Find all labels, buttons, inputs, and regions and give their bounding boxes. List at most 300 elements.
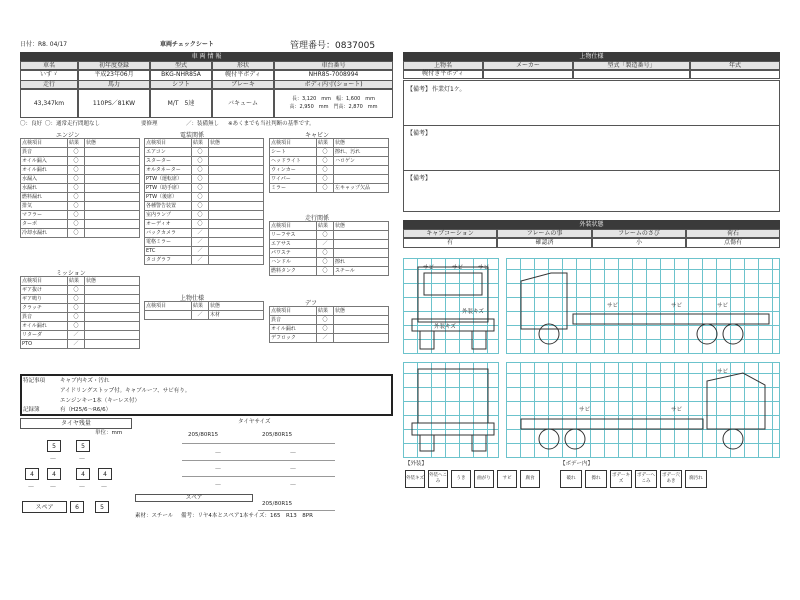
legend-ext-label: 【外装】 [405, 461, 428, 467]
engine-cell-1-0: オイル漏入 [21, 157, 68, 166]
diff-title: デフ [305, 300, 318, 307]
running-table [269, 221, 389, 276]
engine-cell-0-0: 異音 [21, 148, 68, 157]
running-col-0: 点検項目 [270, 222, 317, 231]
engine-cell-5-1: 〇 [68, 193, 85, 202]
notes-line-3: エンジンキー1本（キーレス付） [60, 398, 140, 404]
mission-cell-6-1: ／ [68, 340, 85, 349]
mission-cell-3-2 [85, 313, 140, 322]
diff-col-2: 状態 [334, 307, 389, 316]
table-row [145, 220, 264, 229]
tread-dash-5: — [79, 483, 85, 490]
cargo-cell-0-2: 木材 [209, 311, 264, 320]
size-dash-1: — [215, 449, 221, 456]
electrical-cell-11-1: ／ [192, 247, 209, 256]
size-line-6 [258, 476, 335, 477]
engine-cell-5-0: 燃料漏れ [21, 193, 68, 202]
diff-table [269, 306, 389, 343]
upper-remarks [403, 80, 780, 212]
table-row [21, 340, 140, 349]
table-row [145, 247, 264, 256]
label-power: 馬力 [78, 80, 150, 90]
tread-rear-4: 4 [98, 468, 112, 480]
notes-line-1: キャブ内キズ・汚れ [60, 378, 110, 384]
diff-cell-1-1: 〇 [317, 325, 334, 334]
tread-dash-4: — [50, 483, 56, 490]
ext-col-3: フレームのさび [592, 229, 686, 239]
legend-normal: 〇：通常走行問題なし [45, 121, 101, 127]
label-model: 型式 [150, 61, 212, 71]
value-car-name: いすゞ [20, 69, 78, 81]
legend-body-tear: 破れ [560, 470, 582, 488]
date: 日付：R8. 04/17 [20, 41, 68, 48]
value-shift: M/T 5速 [150, 88, 212, 118]
electrical-cell-9-0: バックカメラ [145, 229, 192, 238]
truck-side-icon [507, 259, 781, 355]
table-row [145, 148, 264, 157]
size-dash-4: — [290, 465, 296, 472]
engine-cell-1-1: 〇 [68, 157, 85, 166]
cabin-cell-2-1: 〇 [317, 166, 334, 175]
legend-body-rub: 擦れ [585, 470, 607, 488]
electrical-cell-2-1: 〇 [192, 166, 209, 175]
sheet-title: 車両チェックシート [160, 41, 214, 48]
engine-cell-2-2 [85, 166, 140, 175]
electrical-cell-0-2 [209, 148, 264, 157]
size-line-1 [182, 443, 259, 444]
mission-header-row [21, 277, 140, 286]
electrical-header-row [145, 139, 264, 148]
tread-front-right: 5 [76, 440, 90, 452]
size-dash-2: — [290, 449, 296, 456]
legend-body-items [560, 470, 707, 488]
running-cell-1-1: ／ [317, 240, 334, 249]
engine-cell-3-0: 水漏入 [21, 175, 68, 184]
electrical-cell-8-0: オーディオ [145, 220, 192, 229]
cabin-table [269, 138, 389, 193]
legend-ext-items [405, 470, 540, 488]
size-line-4 [258, 460, 335, 461]
truck-front-icon [404, 259, 500, 355]
ext-value-2: 確認済 [497, 237, 592, 248]
upper-col-maker: メーカー [483, 61, 573, 71]
electrical-cell-9-1: ／ [192, 229, 209, 238]
engine-cell-0-1: 〇 [68, 148, 85, 157]
electrical-cell-0-1: 〇 [192, 148, 209, 157]
cargo-cell-0-1: ／ [192, 311, 209, 320]
electrical-cell-2-0: オルタネーター [145, 166, 192, 175]
diagram-front [403, 258, 499, 354]
table-row [270, 240, 389, 249]
diagram-side-2 [506, 362, 780, 458]
electrical-cell-9-2 [209, 229, 264, 238]
upper-col-model: 型式「製造番号」 [573, 61, 690, 71]
dims-line-1: 長：3,120 mm 幅：1,600 mm [291, 96, 376, 102]
electrical-cell-5-2 [209, 193, 264, 202]
engine-cell-4-0: 水漏れ [21, 184, 68, 193]
diff-cell-2-0: デフロック [270, 334, 317, 343]
engine-cell-4-1: 〇 [68, 184, 85, 193]
cabin-cell-0-2: 擦れ、汚れ [334, 148, 389, 157]
table-row [270, 325, 389, 334]
table-row [145, 157, 264, 166]
electrical-col-0: 点検項目 [145, 139, 192, 148]
table-row [145, 166, 264, 175]
tread-dash-3: — [28, 483, 34, 490]
tyre-size-spare: 205/80R15 [262, 501, 293, 507]
electrical-table [144, 138, 264, 265]
size-line-3 [182, 460, 259, 461]
electrical-cell-6-1: 〇 [192, 202, 209, 211]
running-cell-3-1: 〇 [317, 258, 334, 267]
electrical-cell-5-1: 〇 [192, 193, 209, 202]
cargo-col-1: 結果 [192, 302, 209, 311]
exterior-values [403, 237, 780, 248]
diff-cell-0-1: 〇 [317, 316, 334, 325]
electrical-cell-12-2 [209, 256, 264, 265]
engine-cell-6-0: 排気 [21, 202, 68, 211]
table-row [21, 211, 140, 220]
tyre-size-front-left: 205/80R15 [188, 432, 219, 438]
electrical-cell-10-0: 電格ミラー [145, 238, 192, 247]
remark-label-2: 【備考】 [407, 130, 432, 137]
notes-label: 特記事項 [23, 378, 46, 384]
ext-col-1: キャブコーション [403, 229, 497, 239]
tread-dash-2: — [79, 455, 85, 462]
mission-cell-0-1: 〇 [68, 286, 85, 295]
vehicle-info-row2-values [20, 88, 393, 118]
legend-body-dent: ボデーへこみ [635, 470, 657, 488]
table-row [21, 148, 140, 157]
mission-cell-1-2 [85, 295, 140, 304]
scratch-mark-1: 外装キズ [434, 324, 456, 330]
label-car-name: 車名 [20, 61, 78, 71]
table-row [21, 193, 140, 202]
upper-spec-row [403, 69, 780, 79]
cabin-cell-3-2 [334, 175, 389, 184]
legend-body-dirt: 腐汚れ [685, 470, 707, 488]
tread-front-left: 5 [47, 440, 61, 452]
legend-ext-bent: 曲がり [474, 470, 494, 488]
cabin-col-0: 点検項目 [270, 139, 317, 148]
running-cell-3-2: 擦れ [334, 258, 389, 267]
diff-cell-0-2 [334, 316, 389, 325]
running-cell-4-0: 燃料タンク [270, 267, 317, 276]
tread-rear-2: 4 [47, 468, 61, 480]
cabin-cell-2-2 [334, 166, 389, 175]
ext-value-4: 点傷有 [686, 237, 780, 248]
table-row [270, 316, 389, 325]
running-cell-4-2: スチール [334, 267, 389, 276]
legend-body-hole: ボデー穴あき [660, 470, 682, 488]
running-cell-3-0: ハンドル [270, 258, 317, 267]
table-row [21, 220, 140, 229]
wheel-material: 素材：スチール [135, 513, 174, 519]
legend-body-scratch: ボデーキズ [610, 470, 632, 488]
cabin-col-2: 状態 [334, 139, 389, 148]
electrical-cell-3-2 [209, 175, 264, 184]
mission-col-1: 結果 [68, 277, 85, 286]
table-row [21, 175, 140, 184]
mission-table [20, 276, 140, 349]
electrical-cell-4-0: PTW（助手席） [145, 184, 192, 193]
ext-col-2: フレームの事 [497, 229, 592, 239]
electrical-cell-4-1: 〇 [192, 184, 209, 193]
mission-cell-2-1: 〇 [68, 304, 85, 313]
running-cell-0-0: リーフサス [270, 231, 317, 240]
electrical-cell-4-2 [209, 184, 264, 193]
table-row [145, 193, 264, 202]
table-row [21, 322, 140, 331]
running-cell-2-2 [334, 249, 389, 258]
truck-rear-icon [404, 363, 500, 459]
cabin-cell-2-0: ウィンカー [270, 166, 317, 175]
table-row [21, 229, 140, 238]
cabin-header-row [270, 139, 389, 148]
engine-header-row [21, 139, 140, 148]
table-row [21, 295, 140, 304]
cabin-col-1: 結果 [317, 139, 334, 148]
table-row [270, 231, 389, 240]
tyre-tread-title: タイヤ残量 [20, 418, 132, 429]
running-title: 走行関係 [305, 215, 330, 222]
mission-cell-5-1: ／ [68, 331, 85, 340]
mission-cell-6-0: PTO [21, 340, 68, 349]
tread-dash-1: — [50, 455, 56, 462]
running-header-row [270, 222, 389, 231]
label-shape: 形状 [212, 61, 274, 71]
tread-dash-6: — [101, 483, 107, 490]
cargo-table [144, 301, 264, 320]
electrical-col-1: 結果 [192, 139, 209, 148]
cabin-cell-0-1: 〇 [317, 148, 334, 157]
size-line-5 [182, 476, 259, 477]
mission-cell-1-1: 〇 [68, 295, 85, 304]
ext-col-4: 荷石 [686, 229, 780, 239]
cabin-cell-3-0: ワイパー [270, 175, 317, 184]
legend-caution: 要修理 [141, 121, 158, 127]
engine-cell-3-1: 〇 [68, 175, 85, 184]
engine-cell-5-2 [85, 193, 140, 202]
engine-title: エンジン [56, 132, 80, 139]
mission-cell-1-0: ギア鳴り [21, 295, 68, 304]
engine-cell-9-1: 〇 [68, 229, 85, 238]
electrical-cell-1-2 [209, 157, 264, 166]
cabin-cell-4-1: 〇 [317, 184, 334, 193]
mission-cell-4-2 [85, 322, 140, 331]
rust-mark-9: サビ [671, 407, 683, 413]
cabin-cell-3-1: 〇 [317, 175, 334, 184]
electrical-cell-7-0: 室内ランプ [145, 211, 192, 220]
label-chassis: 車台番号 [274, 61, 393, 71]
legend-ext-dent: 外装へこみ [428, 470, 448, 488]
remark-label-3: 【備考】 [407, 175, 432, 182]
engine-cell-2-0: オイル漏れ [21, 166, 68, 175]
engine-col-2: 状態 [85, 139, 140, 148]
table-row [270, 157, 389, 166]
mission-cell-4-0: オイル漏れ [21, 322, 68, 331]
mission-cell-0-0: ギア抜け [21, 286, 68, 295]
rust-mark-5: サビ [671, 303, 683, 309]
electrical-cell-10-1: ／ [192, 238, 209, 247]
rust-mark-3: サビ [478, 265, 490, 271]
electrical-col-2: 状態 [209, 139, 264, 148]
engine-table [20, 138, 140, 238]
table-row [270, 184, 389, 193]
diff-cell-2-1: ／ [317, 334, 334, 343]
remark-divider-2 [404, 170, 779, 171]
table-row [145, 211, 264, 220]
electrical-cell-3-1: 〇 [192, 175, 209, 184]
value-brake: バキューム [212, 88, 274, 118]
size-dash-6: — [290, 481, 296, 488]
truck-side-2-icon [507, 363, 781, 459]
tyre-size-spare-label: スペア [135, 494, 253, 502]
cargo-col-0: 点検項目 [145, 302, 192, 311]
history-label: 記録簿 [23, 407, 40, 413]
cabin-cell-0-0: シート [270, 148, 317, 157]
table-row [270, 249, 389, 258]
rust-mark-6: サビ [717, 303, 729, 309]
scratch-mark-2: 外装キズ [462, 309, 484, 315]
value-chassis: NHR85-7008994 [274, 69, 393, 81]
running-cell-1-2 [334, 240, 389, 249]
rust-mark-2: サビ [452, 265, 464, 271]
cargo-col-2: 状態 [209, 302, 264, 311]
mission-cell-6-2 [85, 340, 140, 349]
label-body-dims: ボディ内寸(ショート) [274, 80, 393, 90]
electrical-cell-7-2 [209, 211, 264, 220]
tread-spare-1: 6 [70, 501, 84, 513]
legend-note: ※あくまでも当社判断の基準です。 [228, 121, 315, 127]
cabin-cell-1-0: ヘッドライト [270, 157, 317, 166]
cabin-cell-1-2: ハロゲン [334, 157, 389, 166]
electrical-cell-1-0: スターター [145, 157, 192, 166]
rust-mark-4: サビ [607, 303, 619, 309]
diagram-rear [403, 362, 499, 458]
table-row [145, 311, 264, 320]
engine-cell-8-1: 〇 [68, 220, 85, 229]
tyre-remark: 備考：リヤ4本とスペア1本サイズ：165 R13 8PR [181, 513, 313, 519]
diff-cell-0-0: 異音 [270, 316, 317, 325]
table-row [270, 166, 389, 175]
electrical-cell-10-2 [209, 238, 264, 247]
engine-cell-3-2 [85, 175, 140, 184]
engine-cell-6-1: 〇 [68, 202, 85, 211]
vehicle-info-title: 車 両 情 報 [20, 52, 393, 61]
notes-box [20, 374, 393, 416]
running-cell-1-0: エアサス [270, 240, 317, 249]
size-line-7 [258, 510, 335, 511]
engine-cell-9-0: 冷却水漏れ [21, 229, 68, 238]
upper-value-name: 幌付き平ボディ [403, 69, 483, 79]
upper-value-model [573, 69, 690, 79]
upper-value-maker [483, 69, 573, 79]
table-row [145, 256, 264, 265]
engine-cell-7-2 [85, 211, 140, 220]
table-row [270, 148, 389, 157]
legend-body-label: 【ボデー内】 [560, 461, 594, 467]
mission-cell-2-0: クラッチ [21, 304, 68, 313]
mission-cell-0-2 [85, 286, 140, 295]
electrical-title: 電装関係 [180, 132, 205, 139]
tyre-size-front-right: 205/80R15 [262, 432, 293, 438]
rust-mark-1: サビ [423, 265, 435, 271]
electrical-cell-7-1: 〇 [192, 211, 209, 220]
mission-cell-3-1: 〇 [68, 313, 85, 322]
value-mileage: 43,347km [20, 88, 78, 118]
electrical-cell-6-0: 各種警告装置 [145, 202, 192, 211]
electrical-cell-2-2 [209, 166, 264, 175]
engine-cell-8-2 [85, 220, 140, 229]
mission-title: ミッション [56, 270, 86, 277]
cabin-title: キャビン [305, 132, 330, 139]
legend-ext-lift: うき [451, 470, 471, 488]
legend-good: 〇：良好 [20, 121, 43, 127]
running-col-2: 状態 [334, 222, 389, 231]
running-cell-0-1: 〇 [317, 231, 334, 240]
exterior-title: 外装状態 [403, 220, 780, 229]
engine-col-1: 結果 [68, 139, 85, 148]
engine-cell-2-1: 〇 [68, 166, 85, 175]
upper-col-year: 年式 [690, 61, 780, 71]
label-shift: シフト [150, 80, 212, 90]
table-row [145, 229, 264, 238]
upper-value-year [690, 69, 780, 79]
diff-cell-1-0: オイル漏れ [270, 325, 317, 334]
remark-text-1: 作業灯1ケ。 [432, 86, 466, 93]
table-row [21, 184, 140, 193]
mission-cell-5-2 [85, 331, 140, 340]
mission-cell-3-0: 異音 [21, 313, 68, 322]
electrical-cell-1-1: 〇 [192, 157, 209, 166]
running-cell-2-1: 〇 [317, 249, 334, 258]
tread-rear-1: 4 [25, 468, 39, 480]
legend-defect: ／：装備無し [186, 121, 220, 127]
table-row [145, 202, 264, 211]
electrical-cell-12-0: タコグラフ [145, 256, 192, 265]
value-power: 110PS／81KW [78, 88, 150, 118]
mission-cell-2-2 [85, 304, 140, 313]
electrical-cell-0-0: エアコン [145, 148, 192, 157]
table-row [270, 334, 389, 343]
table-row [270, 267, 389, 276]
rust-mark-8: サビ [579, 407, 591, 413]
size-dash-3: — [215, 465, 221, 472]
electrical-cell-12-1: ／ [192, 256, 209, 265]
engine-cell-6-2 [85, 202, 140, 211]
dims-line-2: 高：2,950 mm 門高：2,870 mm [289, 104, 378, 110]
mission-cell-4-1: 〇 [68, 322, 85, 331]
mission-col-2: 状態 [85, 277, 140, 286]
value-model: BKG-NHR85A [150, 69, 212, 81]
rust-mark-7: サビ [717, 369, 729, 375]
cabin-cell-4-0: ミラー [270, 184, 317, 193]
table-row [145, 184, 264, 193]
electrical-cell-3-0: PTW（運転席） [145, 175, 192, 184]
electrical-cell-11-0: ETC [145, 247, 192, 256]
legend-ext-rust: サビ [497, 470, 517, 488]
table-row [21, 286, 140, 295]
engine-cell-0-2 [85, 148, 140, 157]
mission-cell-5-0: リターダ [21, 331, 68, 340]
management-number: 管理番号：0837005 [290, 41, 376, 51]
engine-cell-9-2 [85, 229, 140, 238]
tread-rear-3: 4 [76, 468, 90, 480]
engine-cell-1-2 [85, 157, 140, 166]
size-line-2 [258, 443, 335, 444]
value-shape: 幌付平ボディ [212, 69, 274, 81]
